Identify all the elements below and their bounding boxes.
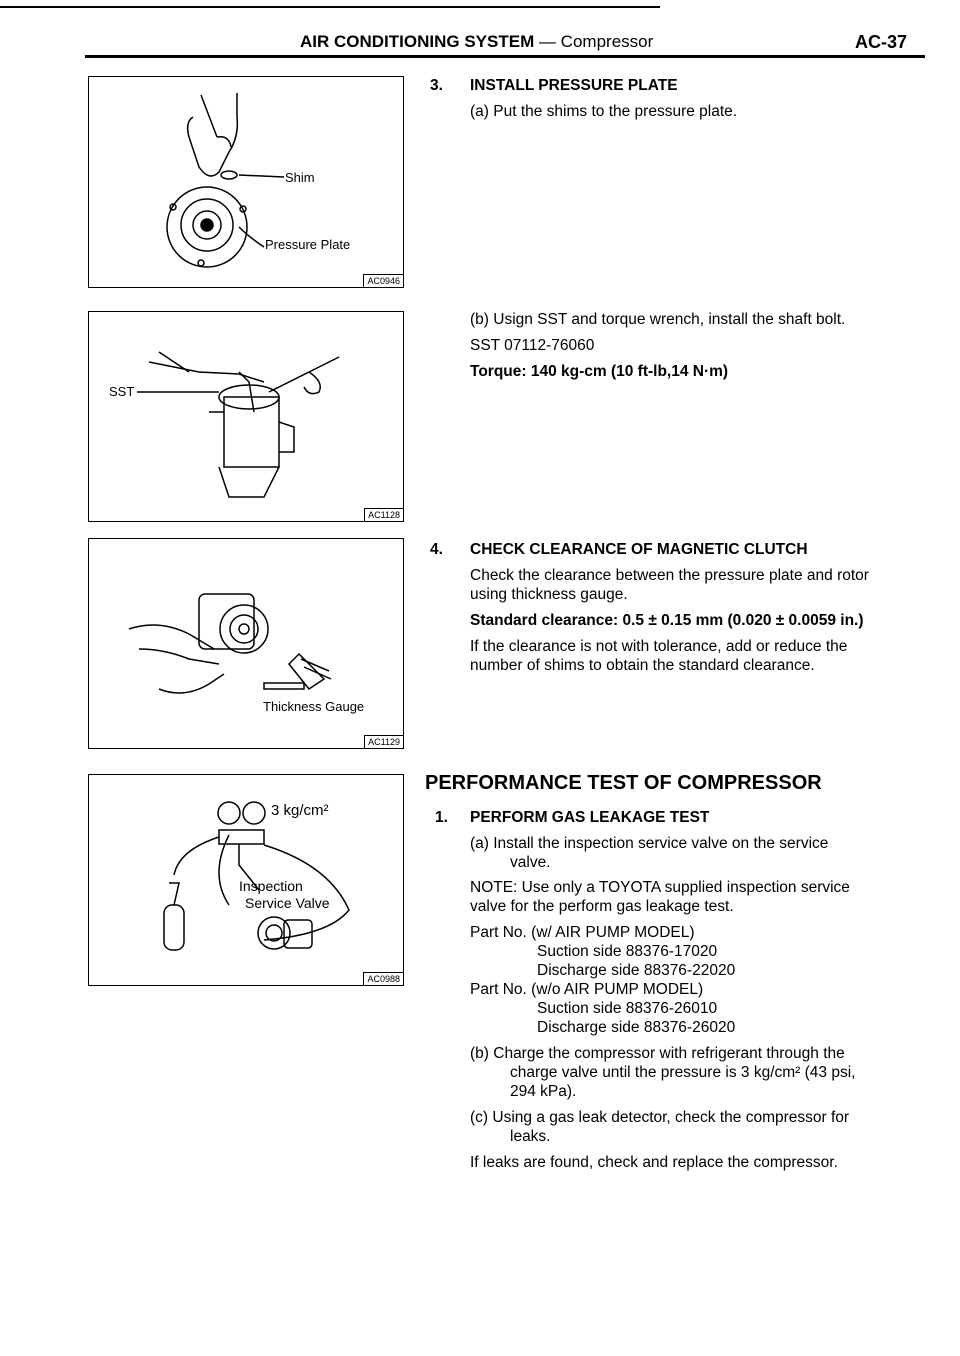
perf-1c-line1: (c) Using a gas leak detector, check the compressor for [470, 1109, 850, 1126]
perf-step-1-number: 1. [435, 809, 448, 826]
perf-1b-line3: 294 kPa). [510, 1083, 577, 1100]
figure-label-pressure-value: 3 kg/cm² [271, 802, 329, 819]
top-rule [0, 6, 660, 8]
figure-id: AC1129 [364, 735, 403, 748]
part-discharge-no-air-pump: Discharge side 88376-26020 [537, 1019, 736, 1036]
figure-id: AC0946 [363, 274, 403, 287]
section-heading: PERFORMANCE TEST OF COMPRESSOR [425, 772, 822, 794]
step-3-title: INSTALL PRESSURE PLATE [470, 77, 678, 94]
step-4-para1-line1: Check the clearance between the pressure plate and rotor [470, 567, 869, 584]
figure-thickness-gauge [88, 538, 404, 749]
part-no-air-pump: Part No. (w/ AIR PUMP MODEL) [470, 924, 695, 941]
shim-pressure-plate-illustration [89, 77, 405, 289]
page-number: AC-37 [855, 32, 908, 52]
perf-note-line1: NOTE: Use only a TOYOTA supplied inspection service [470, 879, 850, 896]
part-discharge-air-pump: Discharge side 88376-22020 [537, 962, 736, 979]
perf-1b-line2: charge valve until the pressure is 3 kg/cm² (43 psi, [510, 1064, 856, 1081]
figure-inspection-service-valve [88, 774, 404, 986]
figure-label-thickness-gauge: Thickness Gauge [263, 699, 365, 714]
perf-1a-line2: valve. [510, 854, 551, 871]
perf-1a-line1: (a) Install the inspection service valve on the service [470, 835, 829, 852]
header-rule [85, 55, 925, 58]
figure-label-sst: SST [109, 384, 135, 399]
perf-1c-line2: leaks. [510, 1128, 551, 1145]
step-3a-text: (a) Put the shims to the pressure plate. [470, 103, 738, 120]
part-suction-air-pump: Suction side 88376-17020 [537, 943, 718, 960]
step-4-para1-line2: using thickness gauge. [470, 586, 628, 603]
figure-label-service-valve: Service Valve [245, 895, 330, 911]
step-3b-text: (b) Usign SST and torque wrench, install the shaft bolt. [470, 311, 846, 328]
step-4-para2-line2: number of shims to obtain the standard clearance. [470, 657, 815, 674]
step-4-standard-clearance: Standard clearance: 0.5 ± 0.15 mm (0.020 ± 0.0059 in.) [470, 612, 864, 629]
perf-1b-line1: (b) Charge the compressor with refrigerant through the [470, 1045, 845, 1062]
step-3-torque: Torque: 140 kg-cm (10 ft-lb,14 N·m) [470, 363, 729, 380]
figure-id: AC1128 [364, 508, 403, 521]
step-3-number: 3. [430, 77, 443, 94]
figure-shim-pressure-plate [88, 76, 404, 288]
perf-note-line2: valve for the perform gas leakage test. [470, 898, 734, 915]
sst-torque-wrench-illustration [89, 312, 405, 523]
perf-final-note: If leaks are found, check and replace the compressor. [470, 1154, 838, 1171]
figure-label-pressure-plate: Pressure Plate [265, 237, 351, 252]
part-no-no-air-pump: Part No. (w/o AIR PUMP MODEL) [470, 981, 704, 998]
perf-step-1-title: PERFORM GAS LEAKAGE TEST [470, 809, 710, 826]
step-3-sst: SST 07112-76060 [470, 337, 595, 354]
figure-label-shim: Shim [285, 170, 315, 185]
figure-label-inspection: Inspection [239, 878, 303, 894]
figure-id: AC0988 [363, 972, 403, 985]
step-4-title: CHECK CLEARANCE OF MAGNETIC CLUTCH [470, 541, 808, 558]
figure-sst-torque-wrench [88, 311, 404, 522]
step-4-para2-line1: If the clearance is not with tolerance, add or reduce the [470, 638, 848, 655]
part-suction-no-air-pump: Suction side 88376-26010 [537, 1000, 718, 1017]
page-header-title: AIR CONDITIONING SYSTEM — Compressor [300, 32, 654, 51]
step-4-number: 4. [430, 541, 443, 558]
thickness-gauge-illustration [89, 539, 405, 750]
